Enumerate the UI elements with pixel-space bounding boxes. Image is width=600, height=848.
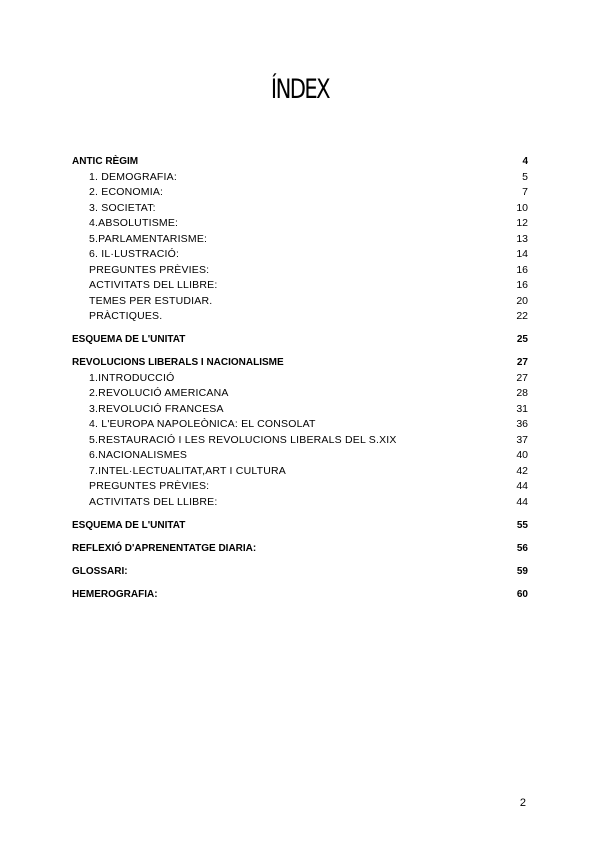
toc-entry-label: PRÀCTIQUES. xyxy=(89,310,163,322)
toc-entry-page: 27 xyxy=(516,357,528,368)
table-of-contents xyxy=(72,154,528,602)
toc-subsection-entry[interactable] xyxy=(72,448,528,464)
toc-subsection-entry[interactable] xyxy=(72,417,528,433)
toc-entry-page: 16 xyxy=(516,263,528,276)
toc-entry-label: 2.REVOLUCIÓ AMERICANA xyxy=(89,387,229,399)
toc-entry-page: 28 xyxy=(516,387,528,399)
toc-entry-page: 10 xyxy=(516,201,528,214)
toc-subsection-entry[interactable] xyxy=(72,495,528,511)
toc-subsection-entry[interactable] xyxy=(72,247,528,263)
toc-section-entry[interactable] xyxy=(72,332,528,348)
toc-entry-page: 27 xyxy=(516,371,528,384)
toc-entry-label: 2. ECONOMIA: xyxy=(89,186,164,198)
toc-section-entry[interactable] xyxy=(72,587,528,603)
toc-entry-page: 25 xyxy=(516,334,528,345)
toc-entry-label: 4.ABSOLUTISME: xyxy=(89,217,179,229)
toc-subsection-entry[interactable] xyxy=(72,402,528,418)
toc-subsection-entry[interactable] xyxy=(72,278,528,294)
toc-subsection-entry[interactable] xyxy=(72,433,528,449)
toc-section-entry[interactable] xyxy=(72,518,528,534)
toc-entry-page: 20 xyxy=(516,294,528,307)
toc-section-entry[interactable] xyxy=(72,154,528,170)
toc-entry-label: 5.RESTAURACIÓ I LES REVOLUCIONS LIBERALS DEL S.XIX xyxy=(89,433,397,446)
toc-entry-page: 5 xyxy=(522,170,528,183)
toc-subsection-entry[interactable] xyxy=(72,232,528,248)
toc-entry-page: 36 xyxy=(516,418,528,430)
toc-entry-label: REFLEXIÓ D'APRENENTATGE DIARIA: xyxy=(72,542,257,554)
toc-entry-page: 22 xyxy=(516,310,528,322)
toc-section-entry[interactable] xyxy=(72,541,528,557)
toc-entry-label: GLOSSARI: xyxy=(72,565,128,577)
toc-entry-label: 4. L'EUROPA NAPOLEÒNICA: EL CONSOLAT xyxy=(89,418,316,430)
toc-entry-label: REVOLUCIONS LIBERALS I NACIONALISME xyxy=(72,357,284,368)
toc-entry-label: 7.INTEL·LECTUALITAT,ART I CULTURA xyxy=(89,464,286,477)
toc-entry-label: ESQUEMA DE L'UNITAT xyxy=(72,519,186,531)
toc-entry-label: ACTIVITATS DEL LLIBRE: xyxy=(89,495,218,508)
toc-subsection-entry[interactable] xyxy=(72,479,528,495)
toc-subsection-entry[interactable] xyxy=(72,263,528,279)
toc-entry-label: 1.INTRODUCCIÓ xyxy=(89,371,175,384)
toc-subsection-entry[interactable] xyxy=(72,309,528,325)
toc-entry-page: 44 xyxy=(516,495,528,508)
toc-subsection-entry[interactable] xyxy=(72,201,528,217)
toc-entry-label: 3. SOCIETAT: xyxy=(89,201,156,214)
toc-section-entry[interactable] xyxy=(72,564,528,580)
toc-entry-page: 7 xyxy=(522,186,528,198)
toc-entry-page: 60 xyxy=(516,588,528,600)
toc-entry-label: 5.PARLAMENTARISME: xyxy=(89,232,208,245)
toc-entry-page: 4 xyxy=(522,156,528,167)
toc-entry-page: 16 xyxy=(516,279,528,291)
toc-entry-label: PREGUNTES PRÈVIES: xyxy=(89,480,210,492)
toc-entry-page: 31 xyxy=(516,402,528,415)
toc-entry-label: ACTIVITATS DEL LLIBRE: xyxy=(89,279,218,291)
toc-entry-page: 59 xyxy=(516,565,528,577)
toc-entry-page: 40 xyxy=(516,449,528,461)
toc-entry-label: TEMES PER ESTUDIAR. xyxy=(89,294,213,307)
toc-entry-label: ESQUEMA DE L'UNITAT xyxy=(72,334,186,345)
toc-entry-label: 1. DEMOGRAFIA: xyxy=(89,170,177,183)
toc-subsection-entry[interactable] xyxy=(72,371,528,387)
toc-entry-page: 55 xyxy=(516,519,528,531)
toc-entry-page: 42 xyxy=(516,464,528,477)
toc-section-entry[interactable] xyxy=(72,355,528,371)
toc-entry-label: 6. IL·LUSTRACIÓ: xyxy=(89,248,180,260)
toc-subsection-entry[interactable] xyxy=(72,464,528,480)
page-title: ÍNDEX xyxy=(270,74,330,105)
toc-entry-label: 6.NACIONALISMES xyxy=(89,449,188,461)
toc-entry-label: PREGUNTES PRÈVIES: xyxy=(89,263,210,276)
toc-entry-page: 12 xyxy=(516,217,528,229)
toc-subsection-entry[interactable] xyxy=(72,216,528,232)
toc-subsection-entry[interactable] xyxy=(72,170,528,186)
toc-entry-label: 3.REVOLUCIÓ FRANCESA xyxy=(89,402,224,415)
toc-subsection-entry[interactable] xyxy=(72,185,528,201)
toc-entry-page: 13 xyxy=(516,232,528,245)
toc-entry-page: 44 xyxy=(516,480,528,492)
toc-entry-page: 14 xyxy=(516,248,528,260)
page-number: 2 xyxy=(519,797,526,809)
toc-subsection-entry[interactable] xyxy=(72,386,528,402)
toc-entry-page: 37 xyxy=(516,433,528,446)
toc-subsection-entry[interactable] xyxy=(72,294,528,310)
toc-entry-label: HEMEROGRAFIA: xyxy=(72,588,158,600)
toc-entry-label: ANTIC RÈGIM xyxy=(72,156,139,167)
toc-entry-page: 56 xyxy=(516,542,528,554)
